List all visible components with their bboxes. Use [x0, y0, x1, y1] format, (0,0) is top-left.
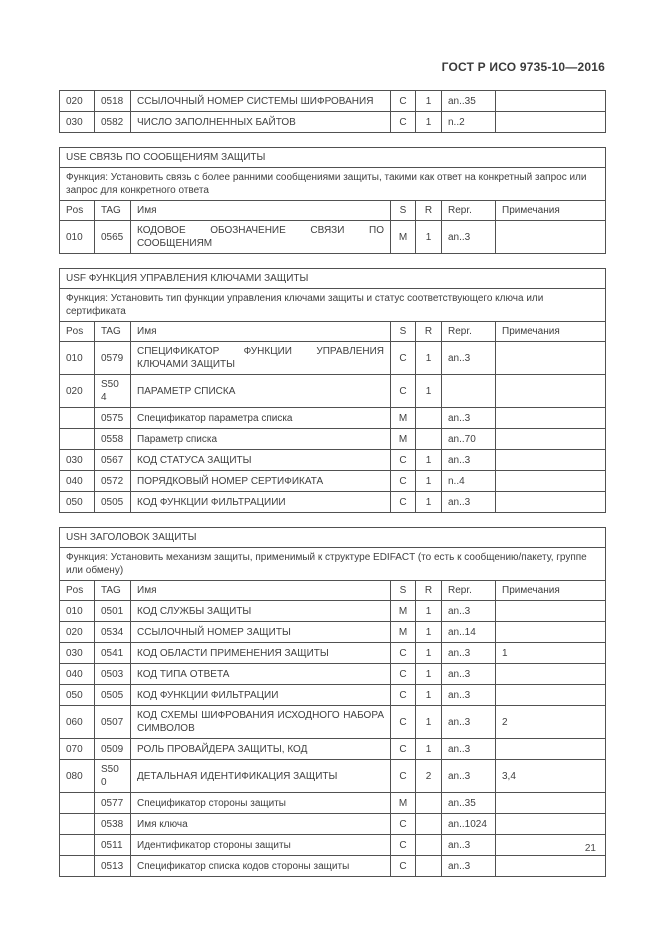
column-header-repr: Repr. [442, 322, 496, 342]
column-header-row [60, 581, 606, 601]
cell-s: C [391, 342, 416, 375]
segment-function-text: Функция: Установить связь с более ранними сообщениями защиты, такими как ответ на конкретный запрос или запрос для конкретного ответа [60, 168, 606, 201]
cell-r: 1 [416, 664, 442, 685]
column-header-tag: TAG [95, 581, 131, 601]
cell-s: C [391, 856, 416, 877]
cell-tag: 0501 [95, 601, 131, 622]
cell-pos: 070 [60, 739, 95, 760]
table-row [60, 760, 606, 793]
cell-s: M [391, 408, 416, 429]
cell-notes [496, 91, 606, 112]
cell-pos [60, 429, 95, 450]
cell-pos: 040 [60, 664, 95, 685]
cell-tag: 0509 [95, 739, 131, 760]
cell-name: Параметр списка [131, 429, 391, 450]
cell-s: C [391, 706, 416, 739]
cell-notes [496, 685, 606, 706]
cell-repr: an..1024 [442, 814, 496, 835]
cell-name: КОД ОБЛАСТИ ПРИМЕНЕНИЯ ЗАЩИТЫ [131, 643, 391, 664]
cell-pos: 020 [60, 622, 95, 643]
table-row [60, 375, 606, 408]
segment-function-row [60, 289, 606, 322]
segment-function-row [60, 168, 606, 201]
cell-notes: 3,4 [496, 760, 606, 793]
cell-pos: 030 [60, 112, 95, 133]
page-number: 21 [584, 843, 596, 854]
cell-notes [496, 471, 606, 492]
cell-r [416, 814, 442, 835]
cell-r: 1 [416, 450, 442, 471]
column-header-s: S [391, 581, 416, 601]
segment-tables-container [59, 90, 605, 891]
cell-tag: 0503 [95, 664, 131, 685]
cell-pos: 010 [60, 221, 95, 254]
table-row [60, 814, 606, 835]
column-header-pos: Pos [60, 201, 95, 221]
cell-notes [496, 375, 606, 408]
cell-notes [496, 856, 606, 877]
cell-repr [442, 375, 496, 408]
cell-repr: an..3 [442, 342, 496, 375]
table-row [60, 706, 606, 739]
cell-r: 1 [416, 685, 442, 706]
table-row [60, 685, 606, 706]
cell-r: 1 [416, 739, 442, 760]
table-row [60, 492, 606, 513]
segment-function-row [60, 548, 606, 581]
cell-repr: an..35 [442, 793, 496, 814]
segment-table-usf [59, 268, 606, 513]
cell-repr: n..4 [442, 471, 496, 492]
cell-pos [60, 814, 95, 835]
segment-title-row [60, 148, 606, 168]
cell-pos: 030 [60, 643, 95, 664]
cell-r [416, 793, 442, 814]
cell-s: C [391, 835, 416, 856]
cell-r [416, 856, 442, 877]
table-row [60, 91, 606, 112]
cell-pos [60, 856, 95, 877]
cell-s: C [391, 450, 416, 471]
cell-s: M [391, 429, 416, 450]
cell-repr: an..3 [442, 835, 496, 856]
cell-notes [496, 408, 606, 429]
table-row [60, 450, 606, 471]
cell-repr: n..2 [442, 112, 496, 133]
column-header-notes: Примечания [496, 201, 606, 221]
cell-name: ПОРЯДКОВЫЙ НОМЕР СЕРТИФИКАТА [131, 471, 391, 492]
cell-r: 1 [416, 221, 442, 254]
cell-name: КОДОВОЕ ОБОЗНАЧЕНИЕ СВЯЗИ ПО СООБЩЕНИЯМ [131, 221, 391, 254]
cell-tag: 0511 [95, 835, 131, 856]
cell-repr: an..3 [442, 739, 496, 760]
cell-s: C [391, 643, 416, 664]
cell-notes [496, 112, 606, 133]
cell-name: Спецификатор списка кодов стороны защиты [131, 856, 391, 877]
cell-notes: 2 [496, 706, 606, 739]
table-row [60, 342, 606, 375]
cell-r: 1 [416, 342, 442, 375]
cell-r: 1 [416, 112, 442, 133]
column-header-r: R [416, 322, 442, 342]
cell-repr: an..3 [442, 601, 496, 622]
cell-repr: an..3 [442, 685, 496, 706]
cell-s: M [391, 601, 416, 622]
cell-name: КОД СТАТУСА ЗАЩИТЫ [131, 450, 391, 471]
table-row [60, 622, 606, 643]
cell-s: M [391, 793, 416, 814]
cell-name: ССЫЛОЧНЫЙ НОМЕР ЗАЩИТЫ [131, 622, 391, 643]
document-standard-header: ГОСТ Р ИСО 9735-10—2016 [441, 60, 605, 74]
column-header-r: R [416, 581, 442, 601]
cell-s: C [391, 760, 416, 793]
cell-name: ПАРАМЕТР СПИСКА [131, 375, 391, 408]
cell-repr: an..3 [442, 408, 496, 429]
table-row [60, 601, 606, 622]
column-header-name: Имя [131, 581, 391, 601]
cell-tag: 0579 [95, 342, 131, 375]
cell-r: 1 [416, 643, 442, 664]
cell-name: ЧИСЛО ЗАПОЛНЕННЫХ БАЙТОВ [131, 112, 391, 133]
cell-tag: 0538 [95, 814, 131, 835]
cell-r: 1 [416, 706, 442, 739]
segment-table-continued [59, 90, 606, 133]
cell-tag: S500 [95, 760, 131, 793]
column-header-pos: Pos [60, 581, 95, 601]
cell-tag: 0575 [95, 408, 131, 429]
cell-repr: an..3 [442, 221, 496, 254]
column-header-s: S [391, 201, 416, 221]
cell-r: 1 [416, 492, 442, 513]
column-header-tag: TAG [95, 201, 131, 221]
cell-repr: an..3 [442, 643, 496, 664]
cell-s: M [391, 221, 416, 254]
cell-s: C [391, 814, 416, 835]
cell-repr: an..3 [442, 450, 496, 471]
cell-tag: 0558 [95, 429, 131, 450]
table-row [60, 643, 606, 664]
cell-tag: 0572 [95, 471, 131, 492]
cell-repr: an..3 [442, 760, 496, 793]
cell-tag: 0505 [95, 492, 131, 513]
cell-s: M [391, 622, 416, 643]
cell-name: ДЕТАЛЬНАЯ ИДЕНТИФИКАЦИЯ ЗАЩИТЫ [131, 760, 391, 793]
cell-tag: 0505 [95, 685, 131, 706]
cell-tag: 0534 [95, 622, 131, 643]
column-header-row [60, 322, 606, 342]
cell-pos: 080 [60, 760, 95, 793]
cell-name: КОД СЛУЖБЫ ЗАЩИТЫ [131, 601, 391, 622]
cell-name: РОЛЬ ПРОВАЙДЕРА ЗАЩИТЫ, КОД [131, 739, 391, 760]
cell-tag: S504 [95, 375, 131, 408]
cell-pos: 010 [60, 601, 95, 622]
segment-title: USF ФУНКЦИЯ УПРАВЛЕНИЯ КЛЮЧАМИ ЗАЩИТЫ [60, 269, 606, 289]
column-header-s: S [391, 322, 416, 342]
cell-repr: an..3 [442, 492, 496, 513]
cell-pos: 050 [60, 492, 95, 513]
cell-name: КОД ФУНКЦИИ ФИЛЬТРАЦИИИ [131, 492, 391, 513]
cell-tag: 0518 [95, 91, 131, 112]
cell-tag: 0541 [95, 643, 131, 664]
column-header-notes: Примечания [496, 322, 606, 342]
cell-pos [60, 793, 95, 814]
cell-pos: 020 [60, 375, 95, 408]
cell-pos [60, 408, 95, 429]
cell-pos: 010 [60, 342, 95, 375]
cell-r [416, 408, 442, 429]
cell-s: C [391, 739, 416, 760]
table-row [60, 793, 606, 814]
table-row [60, 408, 606, 429]
cell-name: Спецификатор параметра списка [131, 408, 391, 429]
cell-pos: 050 [60, 685, 95, 706]
cell-name: КОД ФУНКЦИИ ФИЛЬТРАЦИИ [131, 685, 391, 706]
cell-tag: 0507 [95, 706, 131, 739]
cell-repr: an..70 [442, 429, 496, 450]
cell-r: 1 [416, 471, 442, 492]
column-header-name: Имя [131, 322, 391, 342]
segment-function-text: Функция: Установить механизм защиты, применимый к структуре EDIFACT (то есть к сообщению/пакету, группе или обмену) [60, 548, 606, 581]
cell-r [416, 429, 442, 450]
segment-title: USE СВЯЗЬ ПО СООБЩЕНИЯМ ЗАЩИТЫ [60, 148, 606, 168]
cell-notes [496, 601, 606, 622]
segment-table-ush [59, 527, 606, 877]
column-header-pos: Pos [60, 322, 95, 342]
table-row [60, 856, 606, 877]
cell-notes [496, 492, 606, 513]
cell-pos: 040 [60, 471, 95, 492]
cell-pos: 020 [60, 91, 95, 112]
cell-notes [496, 814, 606, 835]
cell-notes [496, 664, 606, 685]
cell-repr: an..35 [442, 91, 496, 112]
cell-notes [496, 429, 606, 450]
cell-repr: an..3 [442, 856, 496, 877]
cell-s: C [391, 685, 416, 706]
cell-r: 1 [416, 601, 442, 622]
cell-notes [496, 622, 606, 643]
column-header-name: Имя [131, 201, 391, 221]
table-row [60, 471, 606, 492]
table-row [60, 429, 606, 450]
cell-r: 1 [416, 622, 442, 643]
cell-s: C [391, 471, 416, 492]
cell-s: C [391, 112, 416, 133]
segment-title: USH ЗАГОЛОВОК ЗАЩИТЫ [60, 528, 606, 548]
cell-name: Идентификатор стороны защиты [131, 835, 391, 856]
cell-s: C [391, 375, 416, 408]
column-header-notes: Примечания [496, 581, 606, 601]
cell-s: C [391, 492, 416, 513]
cell-r: 1 [416, 375, 442, 408]
cell-tag: 0577 [95, 793, 131, 814]
cell-r: 1 [416, 91, 442, 112]
segment-table-use [59, 147, 606, 254]
cell-name: КОД СХЕМЫ ШИФРОВАНИЯ ИСХОДНОГО НАБОРА СИМВОЛОВ [131, 706, 391, 739]
cell-repr: an..14 [442, 622, 496, 643]
column-header-tag: TAG [95, 322, 131, 342]
cell-tag: 0567 [95, 450, 131, 471]
table-row [60, 739, 606, 760]
cell-repr: an..3 [442, 664, 496, 685]
cell-notes [496, 739, 606, 760]
cell-pos: 060 [60, 706, 95, 739]
segment-title-row [60, 269, 606, 289]
cell-notes [496, 793, 606, 814]
column-header-row [60, 201, 606, 221]
cell-tag: 0565 [95, 221, 131, 254]
cell-r: 2 [416, 760, 442, 793]
column-header-r: R [416, 201, 442, 221]
column-header-repr: Repr. [442, 201, 496, 221]
cell-s: C [391, 664, 416, 685]
cell-name: КОД ТИПА ОТВЕТА [131, 664, 391, 685]
cell-name: Спецификатор стороны защиты [131, 793, 391, 814]
cell-notes [496, 221, 606, 254]
segment-function-text: Функция: Установить тип функции управления ключами защиты и статус соответствующего ключа или сертификата [60, 289, 606, 322]
cell-notes: 1 [496, 643, 606, 664]
cell-s: C [391, 91, 416, 112]
table-row [60, 221, 606, 254]
table-row [60, 664, 606, 685]
column-header-repr: Repr. [442, 581, 496, 601]
cell-name: СПЕЦИФИКАТОР ФУНКЦИИ УПРАВЛЕНИЯ КЛЮЧАМИ ЗАЩИТЫ [131, 342, 391, 375]
cell-notes [496, 342, 606, 375]
cell-name: Имя ключа [131, 814, 391, 835]
cell-name: ССЫЛОЧНЫЙ НОМЕР СИСТЕМЫ ШИФРОВАНИЯ [131, 91, 391, 112]
cell-tag: 0513 [95, 856, 131, 877]
table-row [60, 112, 606, 133]
cell-notes [496, 450, 606, 471]
cell-repr: an..3 [442, 706, 496, 739]
cell-tag: 0582 [95, 112, 131, 133]
cell-pos: 030 [60, 450, 95, 471]
segment-title-row [60, 528, 606, 548]
